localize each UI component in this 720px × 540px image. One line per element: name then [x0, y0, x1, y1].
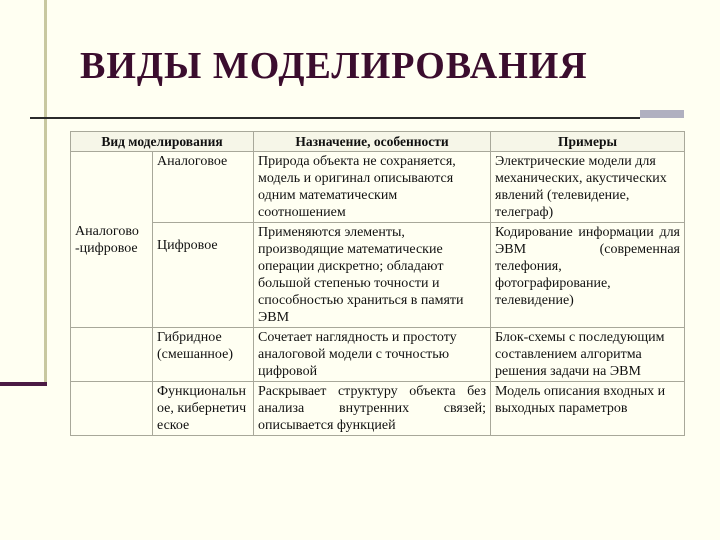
group-cell	[71, 328, 153, 382]
type-cell: Цифровое	[153, 223, 254, 328]
examples-cell: Модель описания входных и выходных параметров	[491, 382, 685, 436]
table-row	[71, 152, 685, 223]
purpose-cell: Природа объекта не сохраняется, модель и оригинал описываются одним математическим соотношением	[254, 152, 491, 223]
table-row	[71, 328, 685, 382]
type-cell: Функциональное, кибернетическое	[153, 382, 254, 436]
examples-cell: Электрические модели для механических, акустических явлений (телевидение, телеграф)	[491, 152, 685, 223]
left-decorative-bar	[0, 0, 47, 382]
header-examples: Примеры	[491, 132, 685, 152]
header-purpose: Назначение, особенности	[254, 132, 491, 152]
purpose-cell: Раскрывает структуру объекта без анализа внутренних связей; описывается функцией	[254, 382, 491, 436]
examples-cell: Кодирование информации для ЭВМ (современная телефония, фотографирование, телевидение)	[491, 223, 685, 328]
slide-title: ВИДЫ МОДЕЛИРОВАНИЯ	[80, 45, 588, 87]
purpose-cell: Применяются элементы, производящие математические операции дискретно; обладают большой степенью точности и способностью храниться в памяти ЭВМ	[254, 223, 491, 328]
group-cell	[71, 382, 153, 436]
modeling-types-table	[70, 131, 685, 436]
title-underline	[30, 117, 640, 119]
table-header-row	[71, 132, 685, 152]
type-cell: Гибридное (смешанное)	[153, 328, 254, 382]
purpose-cell: Сочетает наглядность и простоту аналоговой модели с точностью цифровой	[254, 328, 491, 382]
header-type: Вид моделирования	[71, 132, 254, 152]
group-cell: Аналогово -цифровое	[71, 152, 153, 328]
table-row	[71, 382, 685, 436]
type-cell: Аналоговое	[153, 152, 254, 223]
left-decorative-accent	[0, 382, 47, 386]
title-underline-accent	[640, 110, 684, 118]
table-row	[71, 223, 685, 328]
examples-cell: Блок-схемы с последующим составлением алгоритма решения задачи на ЭВМ	[491, 328, 685, 382]
